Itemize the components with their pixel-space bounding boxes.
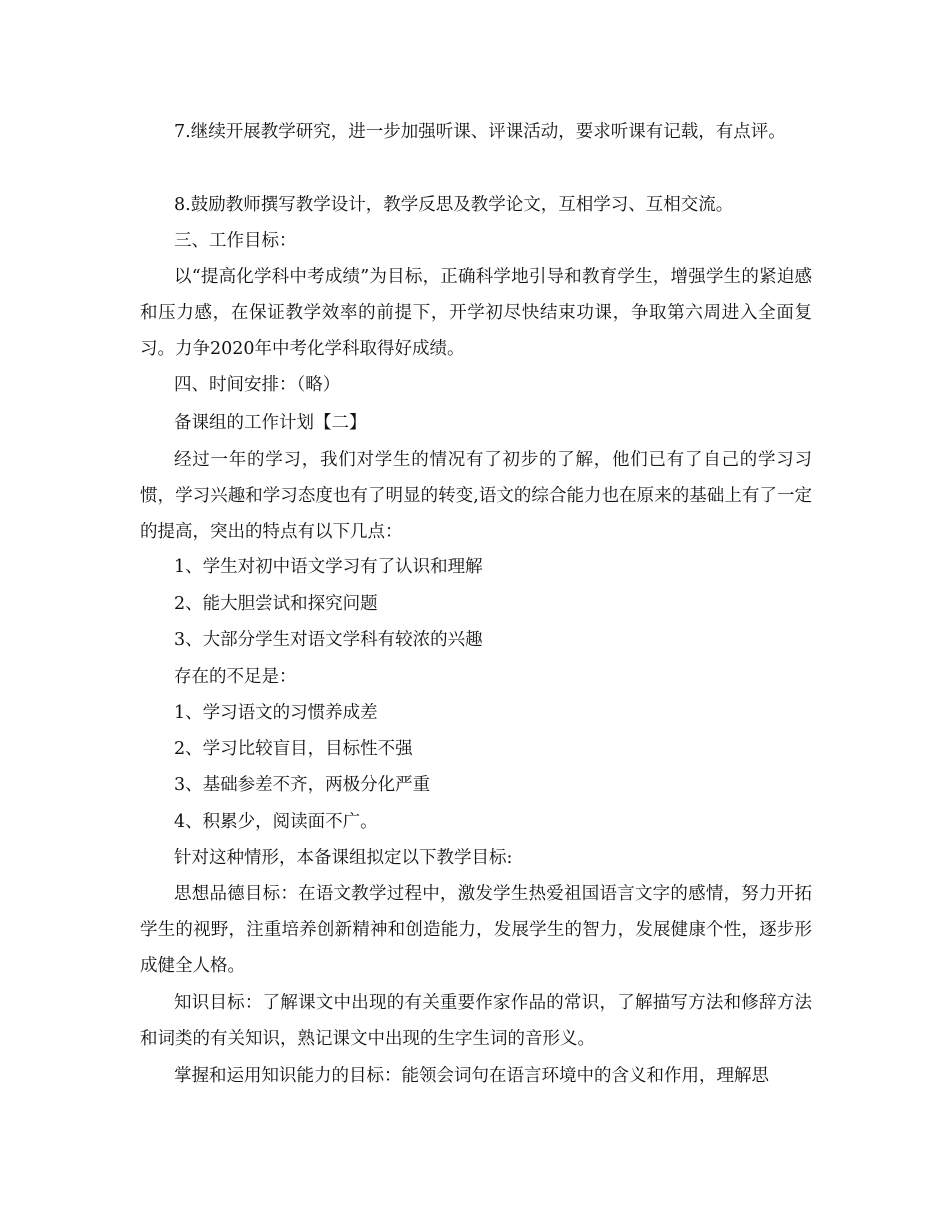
paragraph-moral-goals: 思想品德目标：在语文教学过程中，激发学生热爱祖国语言文字的感情，努力开拓学生的视野，注重培养创新精神和创造能力，发展学生的智力，发展健康个性，逐步形成健全人格。 bbox=[140, 884, 812, 976]
list-item-shortcoming-3: 3、基础参差不齐，两极分化严重 bbox=[174, 775, 431, 795]
document-page bbox=[140, 0, 812, 1230]
list-item-strength-3: 3、大部分学生对语文学科有较浓的兴趣 bbox=[174, 630, 483, 650]
heading-shortcomings: 存在的不足是： bbox=[174, 667, 297, 687]
paragraph-teaching-goals-intro: 针对这种情形，本备课组拟定以下教学目标: bbox=[174, 848, 513, 868]
paragraph-student-overview: 经过一年的学习，我们对学生的情况有了初步的了解，他们已有了自己的学习习惯，学习兴趣和学习态度也有了明显的转变,语文的综合能力也在原来的基础上有了一定的提高，突出的特点有以下几点： bbox=[140, 450, 812, 542]
list-item-strength-1: 1、学生对初中语文学习有了认识和理解 bbox=[174, 557, 483, 577]
heading-work-goals: 三、工作目标： bbox=[174, 231, 297, 251]
paragraph-7-teaching-research: 7.继续开展教学研究，进一步加强听课、评课活动，要求听课有记载，有点评。 bbox=[174, 122, 786, 142]
list-item-strength-2: 2、能大胆尝试和探究问题 bbox=[174, 594, 378, 614]
list-item-shortcoming-1: 1、学习语文的习惯养成差 bbox=[174, 703, 378, 723]
list-item-shortcoming-4: 4、积累少，阅读面不广。 bbox=[174, 812, 378, 832]
section-title-plan-two: 备课组的工作计划【二】 bbox=[174, 413, 367, 433]
paragraph-knowledge-goals: 知识目标：了解课文中出现的有关重要作家作品的常识，了解描写方法和修辞方法和词类的有关知识，熟记课文中出现的生字生词的音形义。 bbox=[140, 993, 812, 1049]
list-item-shortcoming-2: 2、学习比较盲目，目标性不强 bbox=[174, 739, 413, 759]
paragraph-work-goals: 以“提高化学科中考成绩”为目标，正确科学地引导和教育学生，增强学生的紧迫感和压力感，在保证教学效率的前提下，开学初尽快结束功课，争取第六周进入全面复习。力争2020年中考化学科取得好成绩。 bbox=[140, 267, 812, 359]
paragraph-ability-goals: 掌握和运用知识能力的目标：能领会词句在语言环境中的含义和作用，理解思 bbox=[174, 1066, 769, 1086]
heading-schedule: 四、时间安排：（略） bbox=[174, 375, 341, 395]
paragraph-8-encourage-writing: 8.鼓励教师撰写教学设计，教学反思及教学论文，互相学习、互相交流。 bbox=[174, 195, 734, 215]
